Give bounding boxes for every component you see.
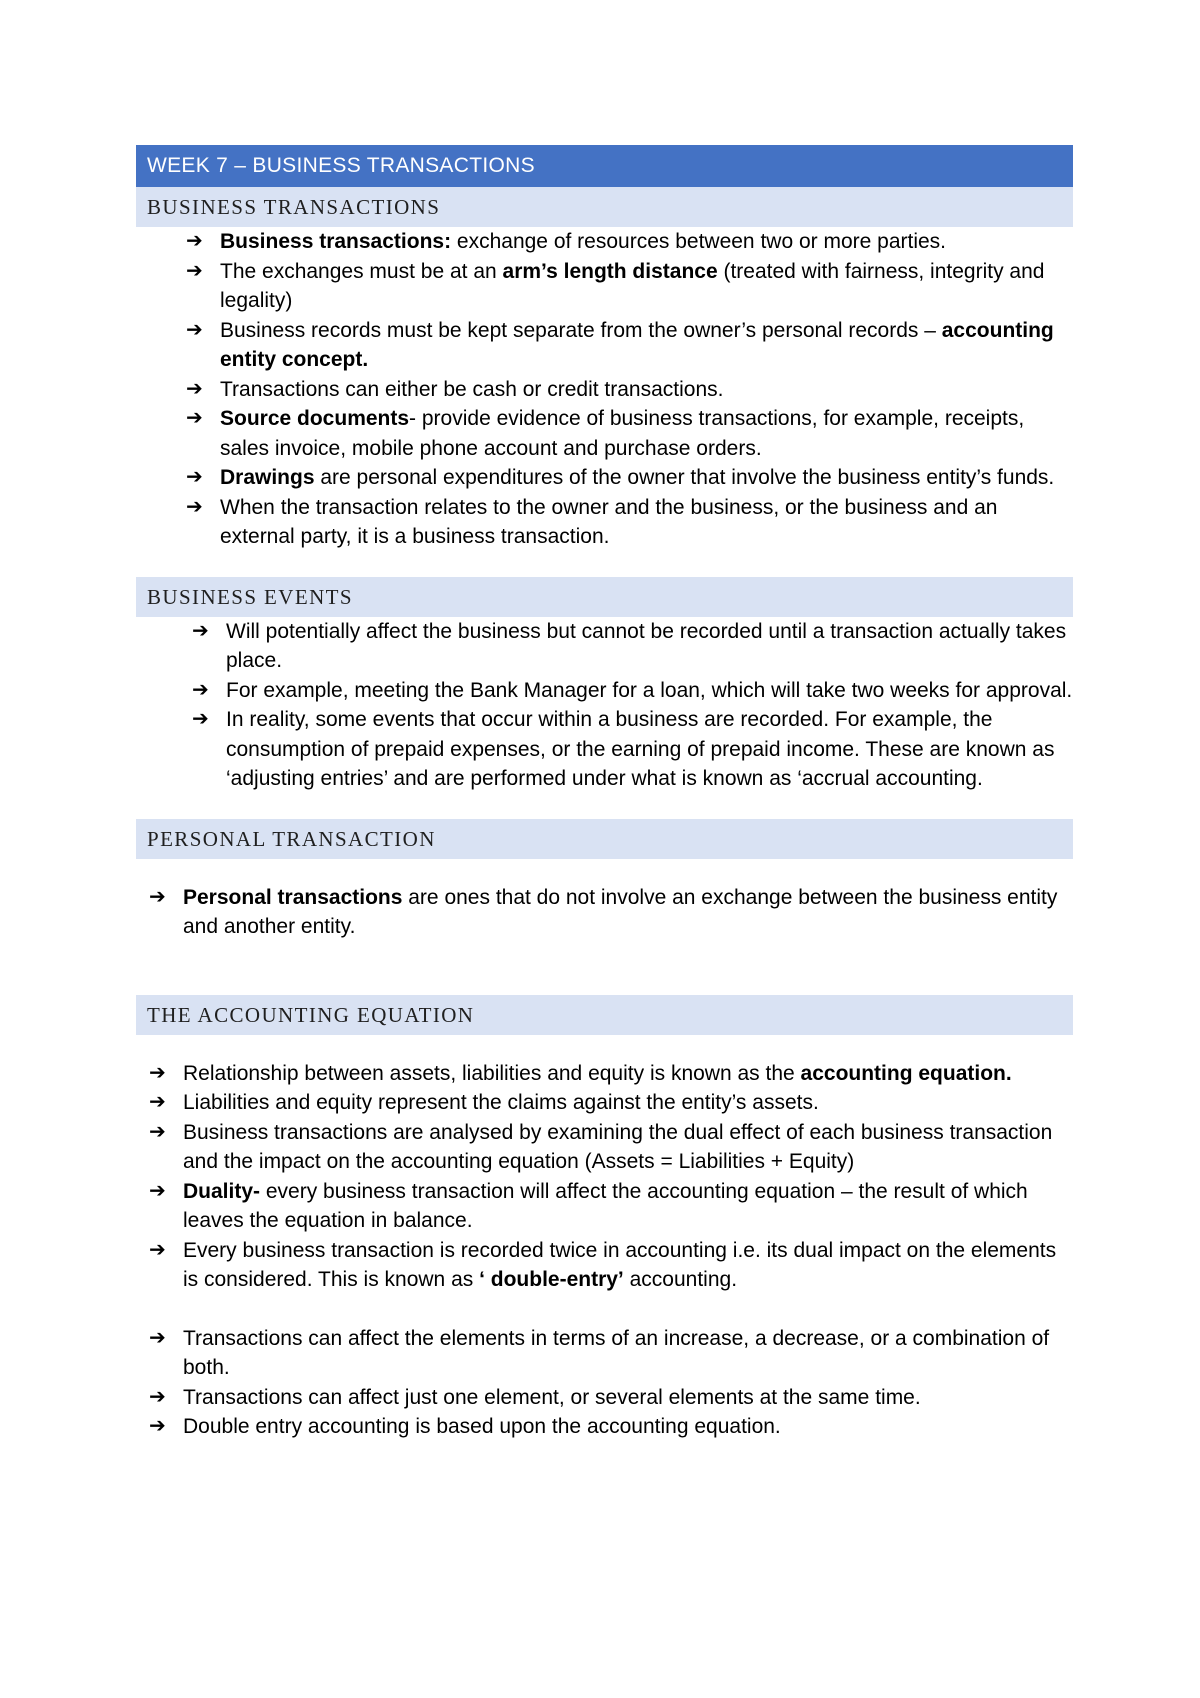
item-bold-term: Personal transactions xyxy=(183,885,403,909)
arrow-bullet-icon: ➔ xyxy=(186,407,203,429)
arrow-bullet-icon: ➔ xyxy=(186,377,203,400)
arrow-bullet-icon: ➔ xyxy=(149,1326,166,1349)
arrow-bullet-icon: ➔ xyxy=(149,1120,166,1143)
item-text: are ones that do not involve an exchange between the business entity and another entity. xyxy=(183,885,1058,938)
item-bold-term: arm’s length distance xyxy=(502,259,718,283)
list-item xyxy=(186,227,1073,257)
list-item xyxy=(149,1088,1073,1118)
item-bold-term: ‘ double-entry’ xyxy=(479,1268,624,1291)
item-text: (treated with fairness, integrity and legality) xyxy=(220,259,1045,312)
item-text: Double entry accounting is based upon the accounting equation. xyxy=(183,1415,781,1438)
arrow-bullet-icon: ➔ xyxy=(149,1061,166,1084)
arrow-bullet-icon: ➔ xyxy=(186,318,203,341)
item-text: exchange of resources between two or more parties. xyxy=(451,230,947,253)
item-bold-term: Duality- xyxy=(183,1179,261,1203)
section-heading-business-events: BUSINESS EVENTS xyxy=(136,577,1073,617)
item-bold-term: Source documents xyxy=(220,407,410,430)
arrow-bullet-icon: ➔ xyxy=(149,1385,166,1408)
item-text: are personal expenditures of the owner that involve the business entity’s funds. xyxy=(314,466,1055,489)
arrow-bullet-icon: ➔ xyxy=(149,1091,166,1113)
document-page xyxy=(136,145,1073,1442)
item-text: Liabilities and equity represent the claims against the entity’s assets. xyxy=(183,1091,819,1114)
arrow-bullet-icon: ➔ xyxy=(149,885,166,908)
item-text: Relationship between assets, liabilities and equity is known as the xyxy=(183,1061,801,1085)
list-item xyxy=(149,1412,1073,1442)
item-text: Transactions can affect the elements in terms of an increase, a decrease, or a combination of both. xyxy=(183,1326,1050,1379)
list-item xyxy=(149,1383,1073,1413)
item-bold-term: accounting entity concept. xyxy=(220,318,1054,371)
arrow-bullet-icon: ➔ xyxy=(192,678,209,701)
bullet-list xyxy=(136,1059,1073,1295)
list-item xyxy=(149,1059,1073,1089)
list-item xyxy=(192,617,1073,676)
bullet-list xyxy=(136,1324,1073,1442)
arrow-bullet-icon: ➔ xyxy=(186,495,203,518)
arrow-bullet-icon: ➔ xyxy=(192,708,209,730)
list-item xyxy=(149,1118,1073,1177)
item-text: every business transaction will affect the accounting equation – the result of which leaves the equation in balance. xyxy=(183,1179,1028,1232)
list-item xyxy=(149,1324,1073,1383)
arrow-bullet-icon: ➔ xyxy=(149,1238,166,1261)
item-bold-term: accounting equation. xyxy=(800,1061,1012,1085)
list-item xyxy=(186,257,1073,316)
arrow-bullet-icon: ➔ xyxy=(192,619,209,642)
item-text: Business transactions are analysed by examining the dual effect of each business transaction and the impact on the accounting equation (Assets = Liabilities + Equity) xyxy=(183,1120,1053,1173)
bullet-list xyxy=(136,883,1073,942)
list-item xyxy=(149,1236,1073,1295)
list-item xyxy=(186,316,1073,375)
item-text: - provide evidence of business transactions, for example, receipts, sales invoice, mobile phone account and purchase orders. xyxy=(220,407,1025,460)
item-text: For example, meeting the Bank Manager for a loan, which will take two weeks for approval. xyxy=(226,678,1073,702)
section-heading-business-transactions: BUSINESS TRANSACTIONS xyxy=(136,187,1073,227)
list-item xyxy=(192,676,1073,706)
item-text: Every business transaction is recorded twice in accounting i.e. its dual impact on the elements is considered. This is known as xyxy=(183,1238,1057,1291)
arrow-bullet-icon: ➔ xyxy=(186,466,203,488)
item-text: Will potentially affect the business but cannot be recorded until a transaction actually takes place. xyxy=(226,619,1067,672)
item-text: accounting. xyxy=(623,1268,738,1291)
list-item xyxy=(149,1177,1073,1236)
arrow-bullet-icon: ➔ xyxy=(149,1415,166,1437)
item-text: When the transaction relates to the owner and the business, or the business and an external party, it is a business transaction. xyxy=(220,495,998,548)
item-text: The exchanges must be at an xyxy=(220,259,503,283)
item-bold-term: Business transactions: xyxy=(220,230,452,253)
section-heading-personal-transaction: PERSONAL TRANSACTION xyxy=(136,819,1073,859)
section-heading-accounting-equation: THE ACCOUNTING EQUATION xyxy=(136,995,1073,1035)
list-item xyxy=(186,404,1073,463)
item-text: Business records must be kept separate from the owner’s personal records – xyxy=(220,318,942,342)
arrow-bullet-icon: ➔ xyxy=(186,230,203,252)
arrow-bullet-icon: ➔ xyxy=(186,259,203,282)
list-item xyxy=(186,375,1073,405)
item-text: Transactions can either be cash or credit transactions. xyxy=(220,377,724,401)
item-bold-term: Drawings xyxy=(220,466,315,489)
list-item xyxy=(149,883,1073,942)
bullet-list xyxy=(136,227,1073,552)
list-item xyxy=(186,463,1073,493)
bullet-list xyxy=(136,617,1073,794)
item-text: Transactions can affect just one element, or several elements at the same time. xyxy=(183,1385,921,1409)
list-item xyxy=(192,705,1073,794)
arrow-bullet-icon: ➔ xyxy=(149,1179,166,1202)
list-item xyxy=(186,493,1073,552)
page-title: WEEK 7 – BUSINESS TRANSACTIONS xyxy=(136,145,1073,187)
item-text: In reality, some events that occur within a business are recorded. For example, the consumption of prepaid expenses, or the earning of prepaid income. These are known as ‘adjusting entries’ and are performed under what is known as ‘accrual accounting. xyxy=(226,708,1055,790)
